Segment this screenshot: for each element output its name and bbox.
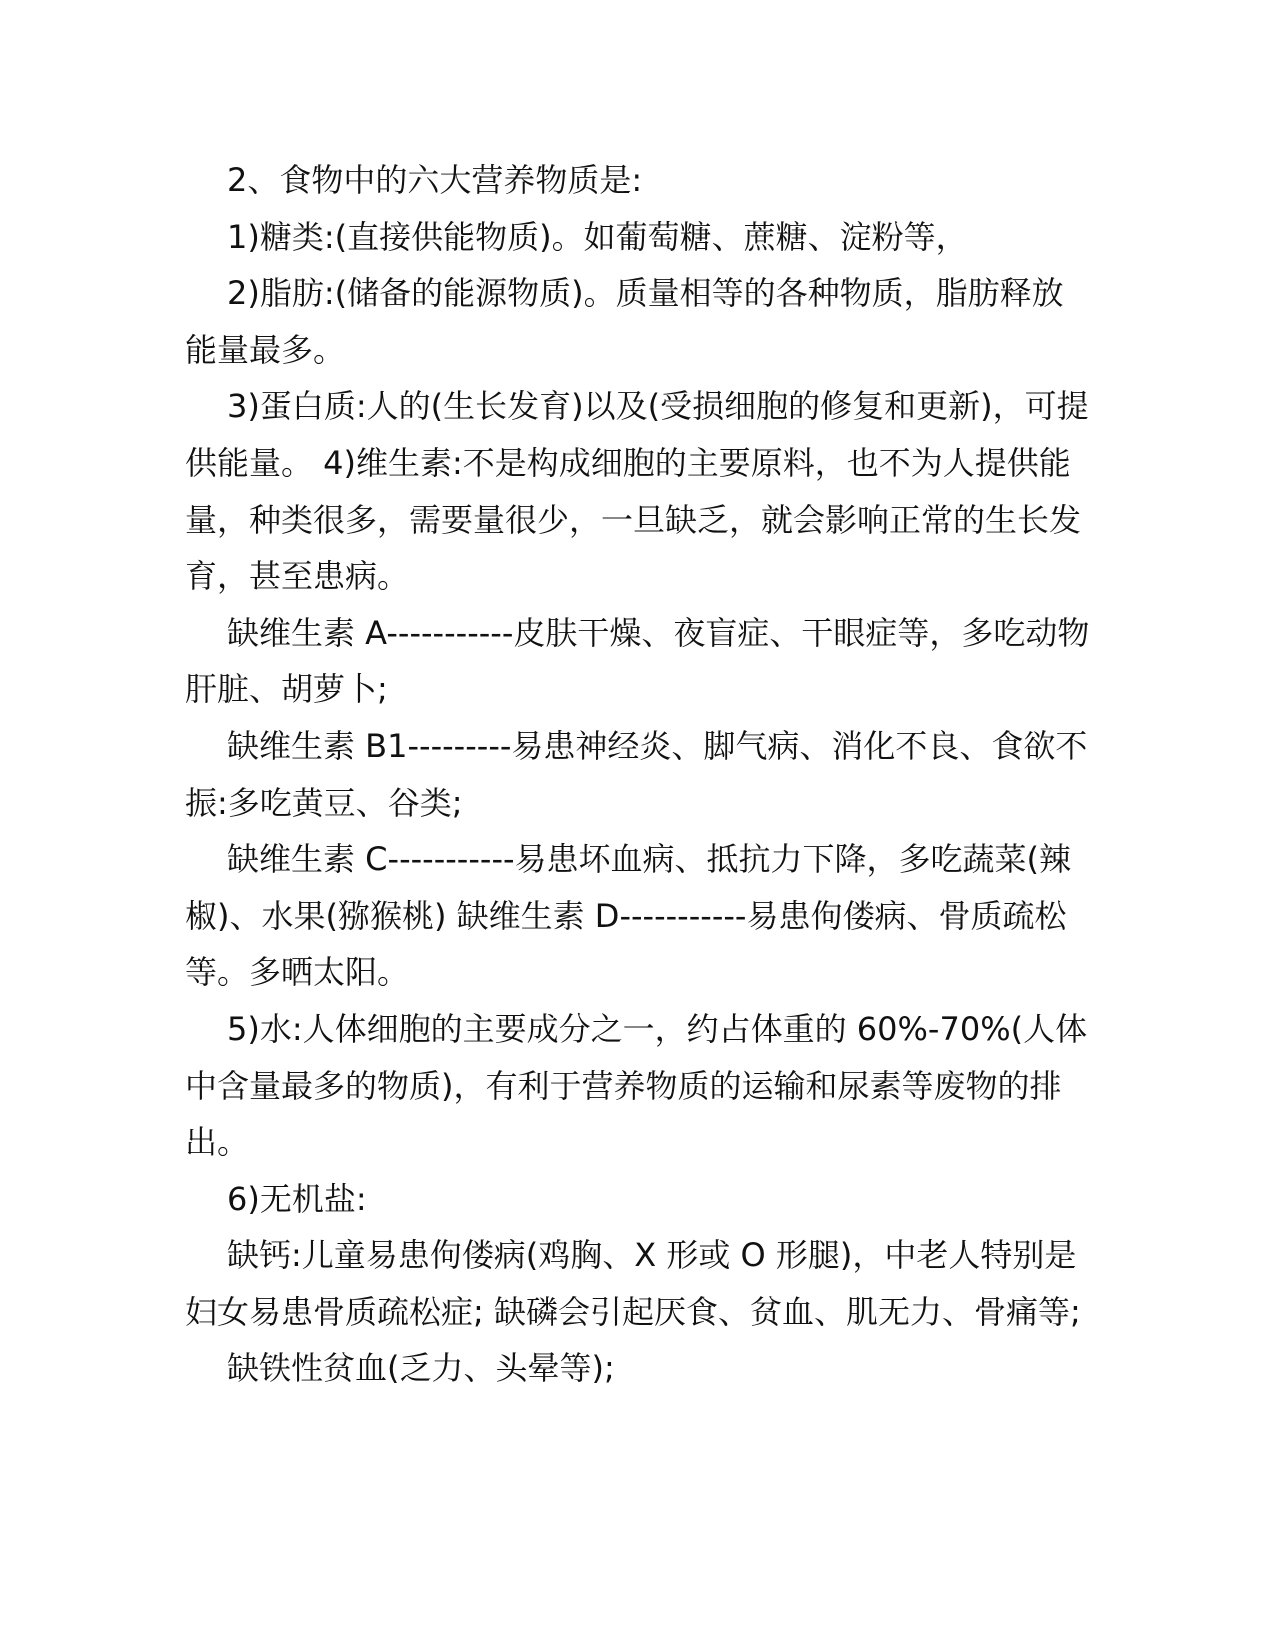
paragraph-iron: 缺铁性贫血(乏力、头晕等); bbox=[227, 1349, 615, 1388]
paragraph-carbohydrates: 1)糖类:(直接供能物质)。如葡萄糖、蔗糖、淀粉等， bbox=[227, 217, 968, 256]
paragraph-vitamin-b1: 缺维生素 B1---------易患神经炎、脚气病、消化不良、食欲不振:多吃黄豆、谷类; bbox=[185, 726, 1088, 822]
paragraph-vitamin-a: 缺维生素 A-----------皮肤干燥、夜盲症、干眼症等，多吃动物肝脏、胡萝卜; bbox=[185, 613, 1090, 709]
paragraph-protein-vitamins: 3)蛋白质:人的(生长发育)以及(受损细胞的修复和更新)，可提供能量。 4)维生素:不是构成细胞的主要原料，也不为人提供能量，种类很多，需要量很少，一旦缺乏，就会影响正常的生长发育，甚至患病。 bbox=[185, 387, 1089, 596]
paragraph-nutrients-heading: 2、食物中的六大营养物质是: bbox=[227, 161, 643, 199]
paragraph-water: 5)水:人体细胞的主要成分之一，约占体重的 60%-70%(人体中含量最多的物质)，有利于营养物质的运输和尿素等废物的排出。 bbox=[185, 1009, 1088, 1162]
document-page bbox=[185, 152, 1090, 1397]
paragraph-fats: 2)脂肪:(储备的能源物质)。质量相等的各种物质，脂肪释放能量最多。 bbox=[185, 274, 1064, 369]
paragraph-calcium-phosphorus: 缺钙:儿童易患佝偻病(鸡胸、X 形或 O 形腿)，中老人特别是妇女易患骨质疏松症; 缺磷会引起厌食、贫血、肌无力、骨痛等; bbox=[185, 1236, 1081, 1331]
paragraph-minerals-heading: 6)无机盐: bbox=[227, 1179, 367, 1218]
paragraph-vitamin-c-d: 缺维生素 C-----------易患坏血病、抵抗力下降，多吃蔬菜(辣椒)、水果(猕猴桃) 缺维生素 D-----------易患佝偻病、骨质疏松等。多晒太阳。 bbox=[185, 840, 1072, 992]
